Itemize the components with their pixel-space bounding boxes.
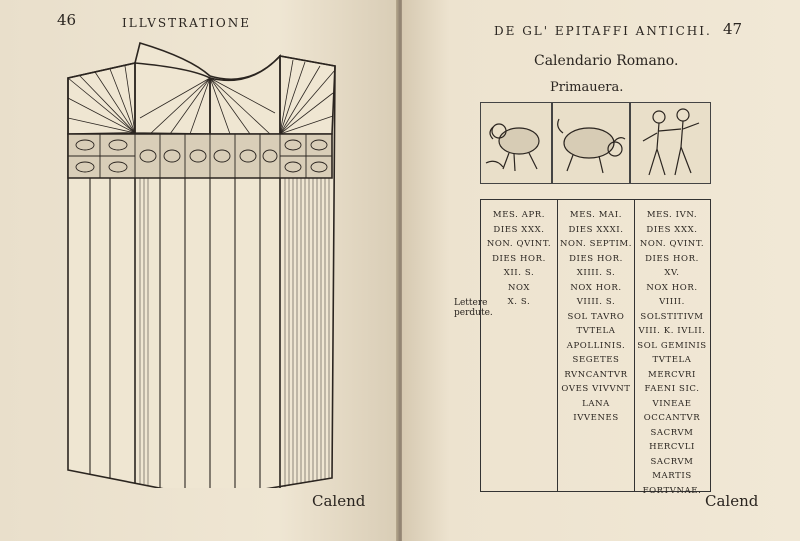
- gemini-twins-icon: [630, 102, 711, 184]
- calendar-line: VIIII. S.: [576, 297, 616, 307]
- calendar-line: [481, 426, 557, 441]
- calendar-line: DIES HOR.: [645, 253, 699, 264]
- calendar-line: [481, 324, 557, 339]
- catchword-left: Calend: [312, 492, 366, 510]
- calendar-line: SOL GEMINIS: [637, 340, 707, 351]
- calendar-column-april: [481, 200, 557, 491]
- calendar-line: OCCANTVR: [643, 413, 701, 423]
- calendar-line: NON. QVINT.: [639, 239, 705, 249]
- calendar-line: XIIII. S.: [576, 268, 616, 278]
- taurus-bull-icon: [552, 102, 630, 184]
- calendar-line: XV.: [664, 268, 680, 278]
- calendar-line: [558, 455, 634, 470]
- calendar-line: [481, 310, 557, 325]
- calendar-line: X. S.: [507, 297, 531, 307]
- aries-ram-icon: [480, 102, 552, 184]
- calendar-column-june: [634, 200, 710, 496]
- calendar-line: MES. MAI.: [569, 210, 623, 220]
- calendar-line: DIES XXXI.: [568, 224, 624, 235]
- left-page: [0, 0, 398, 541]
- calendar-line: [481, 339, 557, 354]
- calendar-line: NOX HOR.: [570, 282, 622, 293]
- page-number-right: 47: [723, 20, 743, 38]
- calendar-line: DIES HOR.: [569, 253, 623, 264]
- calendar-line: TVTELA: [576, 326, 616, 336]
- calendar-line: [558, 469, 634, 484]
- running-head-left: ILLVSTRATIONE: [122, 16, 252, 30]
- calendar-column-may: [557, 200, 635, 491]
- calendar-line: [481, 411, 557, 426]
- calendar-line: [558, 440, 634, 455]
- page-subtitle: Primauera.: [550, 80, 624, 95]
- calendar-line: DIES HOR.: [492, 253, 546, 264]
- calendar-line: [481, 382, 557, 397]
- calendar-line: VIII. K. IVLII.: [638, 326, 706, 336]
- calendar-line: NOX HOR.: [646, 282, 698, 293]
- calendar-line: MES. APR.: [492, 210, 546, 220]
- calendar-line: SEGETES: [572, 355, 620, 365]
- calendar-table: [480, 199, 711, 496]
- calendar-line: MES. IVN.: [646, 210, 698, 220]
- calendar-line: TVTELA: [652, 355, 692, 365]
- calendar-line: MERCVRI: [648, 369, 696, 380]
- calendar-line: NOX: [507, 282, 531, 293]
- calendar-line: RVNCANTVR: [564, 369, 628, 380]
- calendar-line: VIIII.: [659, 297, 685, 307]
- calendar-line: VINEAE: [652, 398, 692, 409]
- calendar-line: SOL TAVRO: [567, 311, 625, 322]
- calendar-line: MARTIS: [652, 471, 692, 481]
- calendar-line: [481, 397, 557, 412]
- calendar-line: OVES VIVVNT: [561, 384, 631, 394]
- catchword-right: Calend: [705, 492, 759, 510]
- calendar-line: DIES XXX.: [493, 224, 545, 235]
- calendar-line: DIES XXX.: [646, 224, 698, 235]
- calendar-line: [481, 440, 557, 455]
- calendar-line: NON. QVINT.: [486, 239, 552, 249]
- calendar-line: FORTVNAE.: [642, 485, 702, 496]
- calendar-line: [558, 426, 634, 441]
- page-number-left: 46: [57, 11, 77, 29]
- calendar-line: XII. S.: [503, 268, 535, 278]
- calendar-line: [481, 455, 557, 470]
- calendar-line: LANA: [582, 398, 610, 409]
- calendar-line: FAENI SIC.: [644, 384, 700, 394]
- sundial-column-woodcut-icon: [60, 38, 360, 488]
- calendar-line: SACRVM: [650, 427, 694, 438]
- calendar-line: NON. SEPTIM.: [559, 239, 633, 249]
- calendar-line: [481, 368, 557, 383]
- running-head-right: DE GL' EPITAFFI ANTICHI.: [494, 24, 712, 38]
- calendar-line: [481, 469, 557, 484]
- calendar-line: SOLSTITIVM: [640, 311, 704, 322]
- side-note-line: Lettere: [454, 298, 488, 308]
- side-note-line: perdute.: [454, 308, 493, 318]
- page-title: Calendario Romano.: [534, 53, 679, 69]
- calendar-line: APOLLINIS.: [566, 340, 626, 351]
- calendar-line: HERCVLI: [649, 442, 695, 452]
- calendar-line: [481, 353, 557, 368]
- calendar-line: SACRVM: [650, 456, 694, 467]
- calendar-line: IVVENES: [573, 413, 619, 423]
